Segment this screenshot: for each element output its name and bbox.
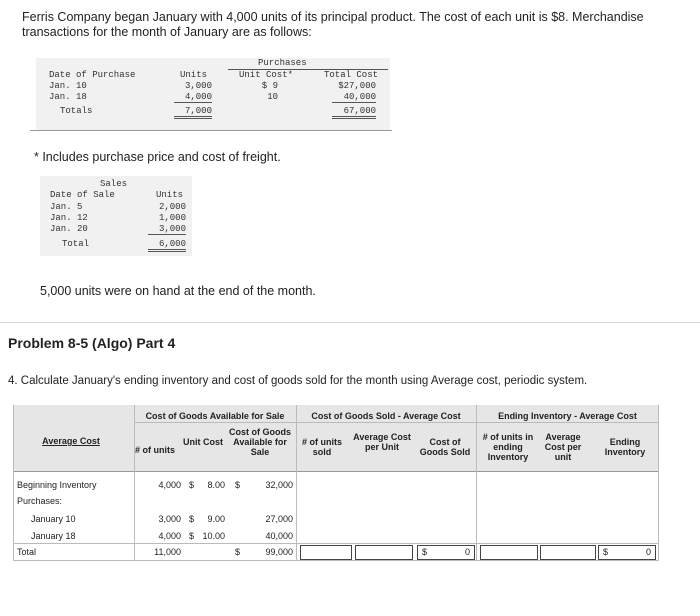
cogs-input[interactable]: [417, 545, 475, 560]
col-date-of-sale: Date of Sale: [50, 190, 115, 200]
beg-cogas: 32,000: [265, 480, 293, 490]
row-beginning-inventory: Beginning Inventory: [17, 480, 97, 490]
average-cost-table: [13, 405, 659, 561]
purchase-cost-1: $ 9: [261, 81, 278, 91]
col-unit-cost: Unit Cost*: [239, 70, 294, 80]
sales-total-units: 6,000: [148, 239, 186, 252]
header-avg-cost: Average Cost per Unit: [353, 432, 411, 452]
jan18-cost-dollar: $: [189, 531, 195, 541]
ending-value: 0: [645, 547, 651, 557]
jan18-unit-cost: 10.00: [202, 531, 225, 541]
section-divider: [0, 322, 700, 323]
footnote: * Includes purchase price and cost of freight.: [34, 150, 281, 164]
jan10-units: 3,000: [158, 514, 181, 524]
purchase-cost-2: 10: [267, 92, 278, 102]
intro-text: Ferris Company began January with 4,000 units of its principal product. The cost of each unit is $8. Merchandise transactions for the month of January are as follows:: [22, 10, 644, 39]
cogs-dollar: $: [422, 547, 428, 557]
header-units: # of units: [135, 445, 175, 455]
purchase-total-1: $27,000: [338, 81, 376, 91]
sale-units-3: 3,000: [148, 224, 186, 235]
header-cogs: Cost of Goods Sold: [419, 437, 471, 457]
purchases-group-header: Purchases: [258, 58, 307, 68]
total-cogas-dollar: $: [235, 547, 241, 557]
purchases-totals-label: Totals: [60, 106, 93, 116]
cogs-value: 0: [464, 547, 470, 557]
sale-date-2: Jan. 12: [50, 213, 88, 223]
avg-cost-ending-input[interactable]: [540, 545, 596, 560]
jan18-units: 4,000: [158, 531, 181, 541]
sale-units-2: 1,000: [158, 213, 186, 223]
beg-cost-dollar: $: [189, 480, 195, 490]
sale-units-1: 2,000: [158, 202, 186, 212]
question-text: 4. Calculate January's ending inventory and cost of goods sold for the month using Average cost, periodic system.: [8, 375, 588, 387]
beg-unit-cost: 8.00: [207, 480, 225, 490]
purchase-date-2: Jan. 18: [49, 92, 87, 102]
col-units: Units: [180, 70, 208, 80]
jan10-unit-cost: 9.00: [207, 514, 225, 524]
col-date-of-purchase: Date of Purchase: [49, 70, 136, 80]
units-sold-input[interactable]: [300, 545, 352, 560]
units-on-hand-text: 5,000 units were on hand at the end of the month.: [40, 284, 316, 298]
header-ending-group: Ending Inventory - Average Cost: [498, 411, 637, 421]
ending-inventory-input[interactable]: [598, 545, 656, 560]
sales-total-label: Total: [62, 239, 90, 249]
purchase-units-1: 3,000: [184, 81, 212, 91]
jan10-cost-dollar: $: [189, 514, 195, 524]
sale-date-1: Jan. 5: [50, 202, 83, 212]
problem-title: Problem 8-5 (Algo) Part 4: [8, 335, 176, 351]
header-units-sold: # of units sold: [302, 437, 342, 457]
col-total-cost: Total Cost: [324, 70, 379, 80]
beg-units: 4,000: [158, 480, 181, 490]
jan18-cogas: 40,000: [265, 531, 293, 541]
header-cogs-group: Cost of Goods Sold - Average Cost: [311, 411, 461, 421]
header-cogas-group: Cost of Goods Available for Sale: [145, 411, 285, 421]
purchases-totals-cost: 67,000: [332, 106, 376, 119]
purchases-totals-units: 7,000: [174, 106, 212, 119]
sales-group-header: Sales: [100, 179, 128, 189]
total-units: 11,000: [154, 547, 181, 557]
method-label: Average Cost: [42, 436, 100, 446]
col-sale-units: Units: [156, 190, 184, 200]
units-ending-input[interactable]: [480, 545, 538, 560]
total-cogas: 99,000: [265, 547, 293, 557]
row-january-18: January 18: [31, 531, 76, 541]
avg-cost-per-unit-input[interactable]: [355, 545, 413, 560]
beg-cogas-dollar: $: [235, 480, 241, 490]
row-total: Total: [17, 547, 37, 557]
row-january-10: January 10: [31, 514, 76, 524]
sale-date-3: Jan. 20: [50, 224, 88, 234]
purchase-date-1: Jan. 10: [49, 81, 87, 91]
purchases-table: [36, 58, 390, 130]
row-purchases: Purchases:: [17, 496, 63, 506]
sales-table: [40, 176, 192, 256]
purchase-total-2: 40,000: [332, 92, 376, 103]
jan10-cogas: 27,000: [265, 514, 293, 524]
ending-dollar: $: [603, 547, 609, 557]
header-unit-cost: Unit Cost: [183, 437, 223, 447]
header-ending-inventory: Ending Inventory: [604, 437, 646, 457]
purchase-units-2: 4,000: [174, 92, 212, 103]
header-cogas: Cost of Goods Available for Sale: [229, 427, 291, 457]
header-avg-cost-ending: Average Cost per unit: [544, 432, 582, 462]
header-units-ending: # of units in ending Inventory: [482, 432, 534, 462]
